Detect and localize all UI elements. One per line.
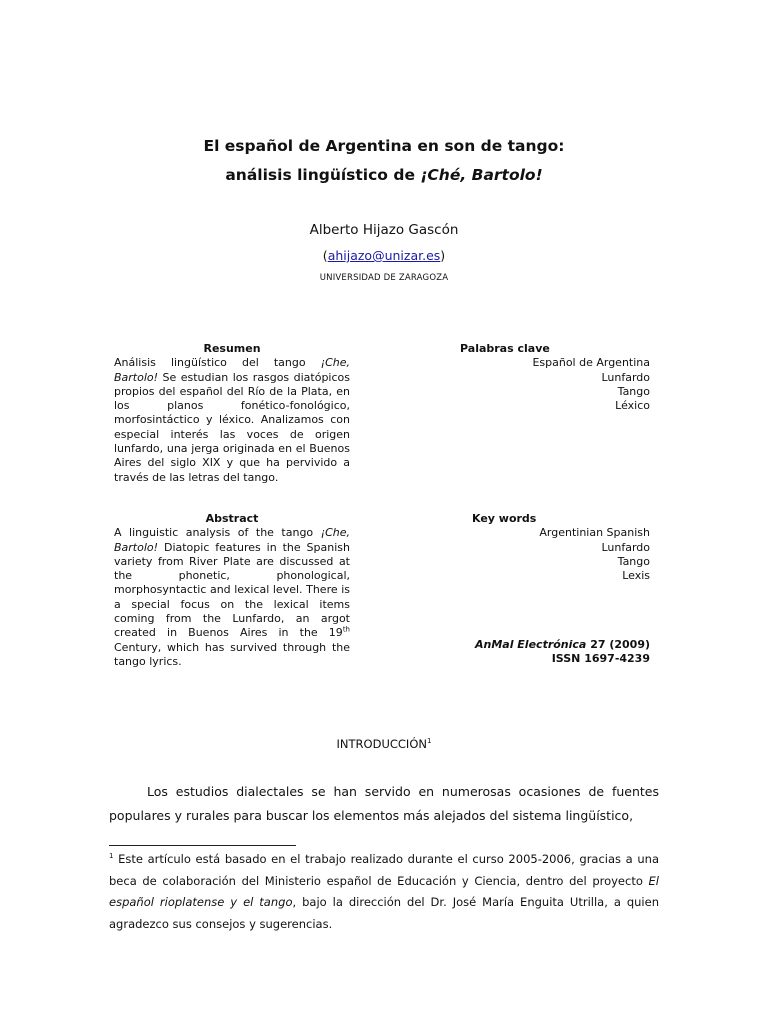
journal-volume-number: 27 (2009) [586,638,650,651]
title-line-2 [0,166,768,184]
key-word-item: Lunfardo [601,540,650,554]
resumen-text-a: Análisis lingüístico del tango [114,356,321,370]
footnote-text-b: , bajo la dirección del Dr. José María Enguita Utrilla, a quien agradezco sus consejos y sugerencias. [109,895,659,931]
abstract-text-a: A linguistic analysis of the tango [114,526,321,540]
footnote-divider [109,845,296,846]
resumen-text-b: Se estudian los rasgos diatópicos propios del español del Río de la Plata, en los planos fonético-fonológico, morfosintáctico y léxico. Analizamos con especial interés las voces de origen lunfardo, una jerga originada en el Buenos Aires del siglo XIX y que ha pervivido a través de las letras del tango. [114,370,350,484]
footnote-text-italic: El español rioplatense y el tango [109,873,659,909]
keyword-item: Tango [617,384,650,398]
title-line-2-italic: ¡Ché, Bartolo! [420,166,543,184]
abstract-text-c: Century, which has survived through the tango lyrics. [114,640,350,668]
footnote [109,849,659,935]
journal-issn: ISSN 1697-4239 [551,652,650,666]
footnote-mark: 1 [109,852,114,861]
key-word-item: Tango [617,554,650,568]
body-paragraph: Los estudios dialectales se han servido en numerosas ocasiones de fuentes populares y rurales para buscar los elementos más alejados del sistema lingüístico, [109,784,659,823]
key-words-section [430,512,650,583]
resumen-text [114,356,350,485]
section-heading-introduccion [0,737,768,751]
keyword-item: Lunfardo [601,370,650,384]
journal-info [400,638,650,667]
abstract-text [114,526,350,669]
abstract-heading: Abstract [205,512,259,525]
key-word-item: Lexis [622,569,650,583]
resumen-heading: Resumen [203,342,261,355]
journal-volume [400,638,650,652]
abstract-section [114,512,350,669]
author-name: Alberto Hijazo Gascón [309,222,459,238]
author-email: (ahijazo@unizar.es) [322,248,446,263]
footnote-reference[interactable]: 1 [426,737,432,746]
key-word-item: Argentinian Spanish [539,526,650,540]
resumen-section [114,342,350,485]
palabras-clave-heading: Palabras clave [460,342,550,355]
intro-heading-text: INTRODUCCIÓN [336,737,427,751]
resumen-text-italic: ¡Che, Bartolo! [114,356,350,384]
email-link[interactable]: ahijazo@unizar.es [327,248,441,263]
abstract-sup: th [342,625,350,634]
keyword-item: Español de Argentina [532,356,650,370]
palabras-clave-section [430,342,650,413]
abstract-text-b: Diatopic features in the Spanish variety from River Plate are discussed at the phonetic, phonological, morphosyntactic and lexical level. There is a special focus on the lexical items coming from the Lunfardo, an argot created in Buenos Aires in the 19 [114,540,350,640]
title-line-1: El español de Argentina en son de tango: [203,137,565,155]
title-line-2-prefix: análisis lingüístico de [225,166,421,184]
affiliation: UNIVERSIDAD DE ZARAGOZA [319,273,449,283]
footnote-text-a: Este artículo está basado en el trabajo realizado durante el curso 2005-2006, gracias a una beca de colaboración del Ministerio español de Educación y Ciencia, dentro del proyecto [109,852,659,888]
key-words-heading: Key words [472,512,537,525]
keyword-item: Léxico [615,399,650,413]
abstract-text-italic: ¡Che, Bartolo! [114,526,350,554]
journal-name: AnMal Electrónica [474,638,587,651]
